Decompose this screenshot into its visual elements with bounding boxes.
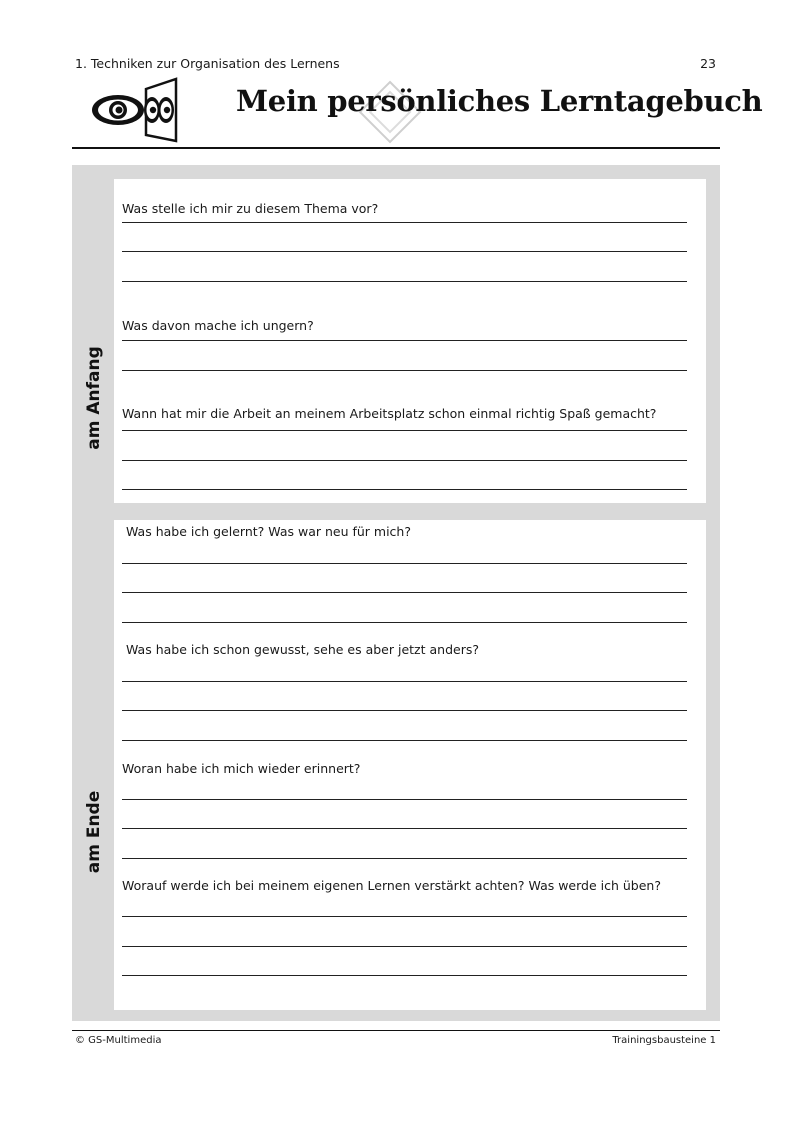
section-label-ende: am Ende xyxy=(84,790,104,874)
footer-series: Trainingsbausteine 1 xyxy=(612,1035,716,1046)
answer-line[interactable] xyxy=(122,799,687,800)
answer-line[interactable] xyxy=(122,681,687,682)
question-text: Was davon mache ich ungern? xyxy=(122,318,314,333)
answer-line[interactable] xyxy=(122,563,687,564)
header-chapter: 1. Techniken zur Organisation des Lernens xyxy=(75,56,340,71)
answer-line[interactable] xyxy=(122,430,687,431)
answer-line[interactable] xyxy=(122,946,687,947)
answer-line[interactable] xyxy=(122,858,687,859)
journal-frame xyxy=(72,165,720,1021)
footer-copyright: © GS-Multimedia xyxy=(75,1035,162,1046)
answer-line[interactable] xyxy=(122,828,687,829)
answer-line[interactable] xyxy=(122,251,687,252)
answer-line[interactable] xyxy=(122,710,687,711)
question-text: Worauf werde ich bei meinem eigenen Lernen verstärkt achten? Was werde ich üben? xyxy=(122,878,661,893)
title-rule xyxy=(72,147,720,149)
section-label-anfang: am Anfang xyxy=(84,346,104,450)
question-text: Wann hat mir die Arbeit an meinem Arbeitsplatz schon einmal richtig Spaß gemacht? xyxy=(122,406,657,421)
question-text: Was stelle ich mir zu diesem Thema vor? xyxy=(122,201,379,216)
answer-line[interactable] xyxy=(122,460,687,461)
answer-line[interactable] xyxy=(122,916,687,917)
answer-line[interactable] xyxy=(122,740,687,741)
answer-line[interactable] xyxy=(122,340,687,341)
question-text: Woran habe ich mich wieder erinnert? xyxy=(122,761,361,776)
page-title: Mein persönliches Lerntagebuch xyxy=(236,84,763,118)
section-box-ende xyxy=(114,520,706,1010)
question-text: Was habe ich schon gewusst, sehe es aber jetzt anders? xyxy=(126,642,479,657)
eyes-and-door-icon xyxy=(88,77,182,143)
section-box-anfang xyxy=(114,179,706,503)
answer-line[interactable] xyxy=(122,489,687,490)
footer-rule xyxy=(72,1030,720,1031)
answer-line[interactable] xyxy=(122,222,687,223)
answer-line[interactable] xyxy=(122,370,687,371)
page-number: 23 xyxy=(700,56,716,71)
answer-line[interactable] xyxy=(122,592,687,593)
answer-line[interactable] xyxy=(122,975,687,976)
answer-line[interactable] xyxy=(122,622,687,623)
answer-line[interactable] xyxy=(122,281,687,282)
question-text: Was habe ich gelernt? Was war neu für mich? xyxy=(126,524,411,539)
